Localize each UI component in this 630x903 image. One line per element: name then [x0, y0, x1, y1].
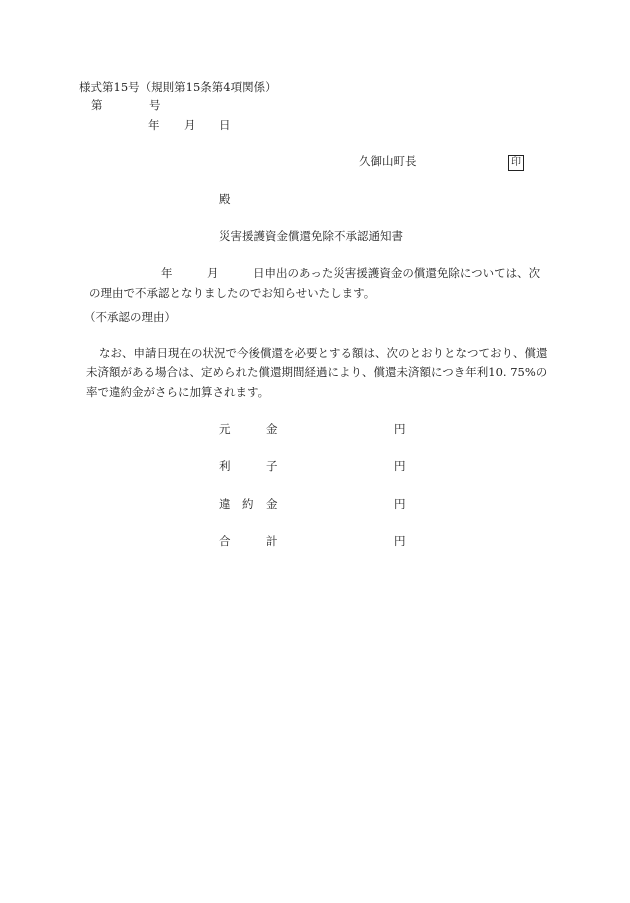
amount-label-char: 違 [219, 497, 231, 511]
amount-unit: 円 [394, 534, 406, 548]
body-line-1: 日申出のあった災害援護資金の償還免除については、次 [253, 266, 541, 280]
body-date-month: 月 [207, 266, 219, 280]
date-day-label: 日 [219, 118, 231, 132]
amount-unit: 円 [394, 497, 406, 511]
body-date-year: 年 [161, 266, 173, 280]
amount-label-char: 約 [242, 497, 254, 511]
seal-mark: 印 [508, 155, 524, 171]
amount-label-char: 合 [219, 534, 231, 548]
issuer-title: 久御山町長 [359, 154, 417, 168]
date-month-label: 月 [184, 118, 196, 132]
amount-label-char: 元 [219, 422, 231, 436]
amount-label-char: 金 [266, 497, 278, 511]
amount-unit: 円 [394, 459, 406, 473]
note-line-2: 未済額がある場合は、定められた償還期間経過により、償還未済額につき年利10. 75%の [86, 365, 548, 379]
reason-heading: （不承認の理由） [84, 310, 176, 324]
amount-label-char: 利 [219, 459, 231, 473]
date-year-label: 年 [148, 118, 160, 132]
amount-label-char: 子 [266, 459, 278, 473]
addressee-suffix: 殿 [219, 192, 231, 206]
body-line-2: の理由で不承認となりましたのでお知らせいたします。 [89, 286, 376, 300]
amount-label-char: 金 [266, 422, 278, 436]
number-label-dai: 第 [91, 98, 103, 112]
number-label-go: 号 [149, 98, 161, 112]
document-title: 災害援護資金償還免除不承認通知書 [219, 229, 403, 243]
form-number: 様式第15号（規則第15条第4項関係） [79, 80, 277, 94]
note-line-3: 率で違約金がさらに加算されます。 [86, 385, 270, 399]
amount-unit: 円 [394, 422, 406, 436]
amount-label-char: 計 [266, 534, 278, 548]
note-line-1: なお、申請日現在の状況で今後償還を必要とする額は、次のとおりとなつており、償還 [99, 346, 548, 360]
